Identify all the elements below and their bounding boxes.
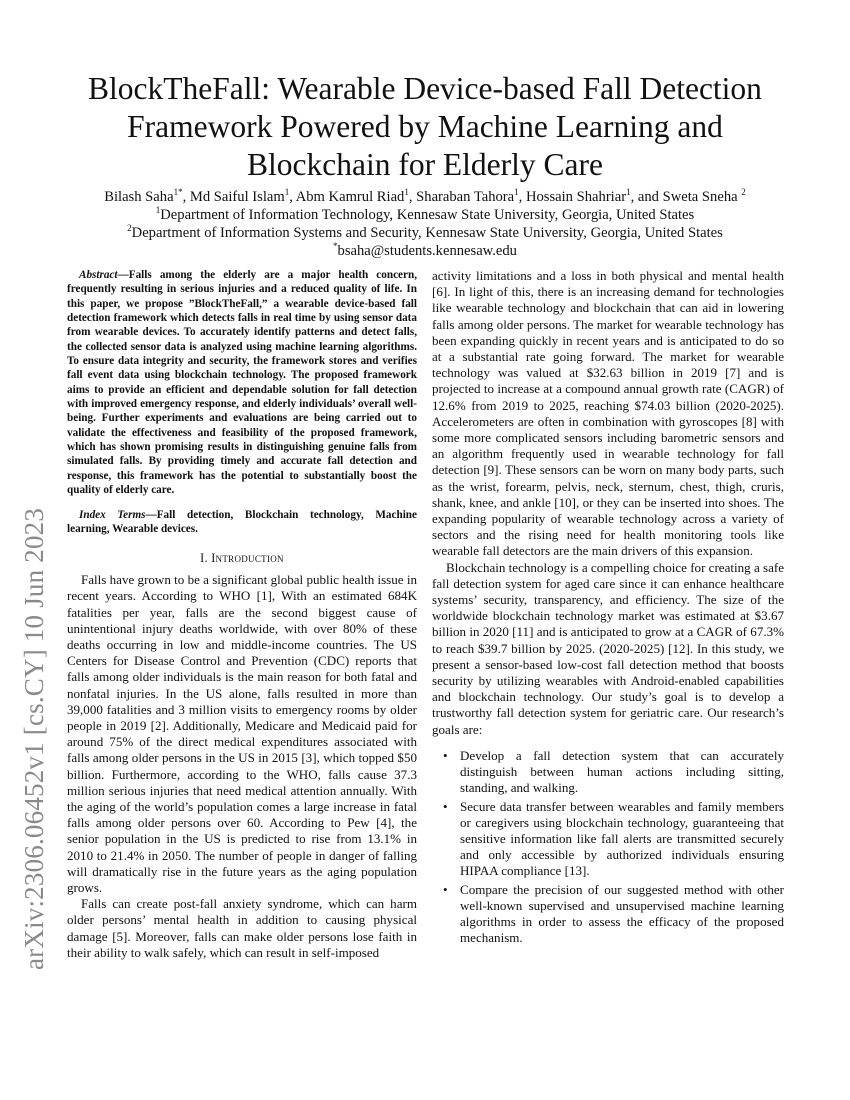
list-item [443, 747, 784, 797]
author-name: Hossain Shahriar [525, 189, 627, 205]
author-affiliation-mark: 2 [741, 187, 746, 198]
email-address: bsaha@students.kennesaw.edu [337, 243, 517, 259]
list-item-text: Secure data transfer between wearables and family members or caregivers using blockchain technology, guaranteeing that sensitive information like fall alerts are transmitted securely and only accessible by authorized individuals ensuring HIPAA compliance [13]. [460, 798, 784, 879]
research-goals-list [432, 748, 784, 946]
contact-email [40, 242, 810, 260]
affiliation-mark: 2 [127, 223, 132, 234]
affiliation-1 [40, 206, 810, 224]
abstract-text: —Falls among the elderly are a major health concern, frequently resulting in serious injuries and a reduced quality of life. In this paper, we propose ”BlockTheFall,” a wearable device-based fall detection framework which detects falls in real time by using sensor data from wearable devices. To accurately identify patterns and detect falls, the collected sensor data is analyzed using machine learning algorithms. To ensure data integrity and security, the framework stores and verifies fall event data using blockchain technology. The proposed framework aims to provide an efficient and dependable solution for fall detection with improved emergency response, and elderly individuals’ overall well-being. Further experiments and evaluations are being carried out to validate the effectiveness and feasibility of the proposed framework, which has shown promising results in distinguishing genuine falls from simulated falls. By providing timely and accurate fall detection and response, this framework has the potential to substantially boost the quality of elderly care. [67, 269, 417, 497]
affiliation-text: Department of Information Systems and Security, Kennesaw State University, Georgia, United States [131, 225, 723, 241]
right-column [432, 268, 784, 948]
author-affiliation-mark: 1 [284, 187, 290, 198]
section-heading-introduction: I. Introduction [200, 551, 284, 566]
separator: , [630, 189, 638, 205]
paragraph: Blockchain technology is a compelling choice for creating a safe fall detection system for aged care since it can enhance healthcare systems’ security, transparency, and efficiency. The size of the worldwide blockchain technology market was estimated at $3.67 billion in 2020 [11] and is anticipated to grow at a CAGR of 67.3% to reach $39.7 billion by 2025. (2020-2025) [12]. In this study, we present a sensor-based low-cost fall detection method that boosts security by utilizing wearables with Android-enabled capabilities and blockchain technology. Our study’s goal is to develop a trustworthy fall detection system for geriatric care. Our research’s goals are: [432, 559, 785, 737]
list-item [443, 798, 784, 880]
paragraph: Falls have grown to be a significant global public health issue in recent years. According to WHO [1], With an estimated 684K fatalities per year, falls are the second biggest cause of unintentional injury deaths worldwide, with over 80% of these deaths occurring in low and middle-income countries. The US Centers for Disease Control and Prevention (CDC) reports that falls among older individuals is the main reason for both fatal and nonfatal injuries. In the US alone, falls resulted in more than 39,000 fatalities and 3 million visits to emergency rooms by older people in 2019 [2]. Additionally, Medicare and Medicaid paid for around 75% of the direct medical expenditures associated with falls among older persons in the US in 2015 [3], which topped $50 billion. Furthermore, according to the WHO, falls cause 37.3 million serious injuries that need medical attention annually. With the aging of the world’s population comes a large increase in fatal falls among older persons over 60. According to Pew [4], the senior population in the US is predicted to rise from 13.1% in 2010 to 21.4% in 2050. The number of people in danger of falling will dramatically rise in the future years as the aging population grows. [67, 572, 417, 896]
paragraph-continued: activity limitations and a loss in both physical and mental health [6]. In light of this, there is an increasing demand for technologies like wearable technology and blockchain that can aid in lowering falls among older persons. The market for wearable technology has been expanding quickly in recent years and is anticipated to do so at a substantial rate going forward. The market for wearable technology was valued at $32.63 billion in 2019 [7] and is projected to increase at a compound annual growth rate (CAGR) of 12.6% from 2019 to 2025, reaching $74.03 billion (2020-2025). Accelerometers are often in combination with gyroscopes [8] with some more complicated sensors including barometric sensors and an algorithm frequently used in wearable technology for fall detection [9]. These sensors can be worn on many body parts, such as the wrist, forearm, pelvis, neck, sternum, chest, thigh, cruris, shank, knee, and ankle [10], or they can be inserted into shoes. The expanding popularity of wearable technology across a variety of sectors and the rising need for health monitoring tools like wearable fall detectors are the main drivers of this expansion. [432, 268, 784, 559]
abstract [67, 268, 417, 498]
conjunction: and [637, 189, 663, 205]
bullet-icon: • [443, 798, 448, 814]
index-terms-label: Index Terms [79, 508, 146, 521]
email-mark: * [333, 241, 338, 252]
bullet-icon: • [443, 747, 448, 763]
author-affiliation-mark: 1 [404, 187, 409, 198]
separator: , [408, 189, 417, 205]
author-block [40, 188, 810, 260]
bullet-icon: • [443, 881, 448, 897]
paper-title: BlockTheFall: Wearable Device-based Fall Detection Framework Powered by Machine Learning and Blockchain for Elderly Care [88, 71, 762, 182]
author-affiliation-mark: 1 [514, 187, 519, 198]
abstract-label: Abstract [79, 269, 118, 281]
affiliation-text: Department of Information Technology, Kennesaw State University, Georgia, United States [160, 207, 695, 223]
author-list [40, 188, 810, 206]
affiliation-2 [40, 224, 810, 242]
list-item-text: Develop a fall detection system that can accurately distinguish between human actions including sitting, standing, and walking. [460, 747, 784, 796]
separator: , [289, 189, 296, 205]
separator: , [518, 189, 526, 205]
index-terms-text: —Fall detection, Blockchain technology, Machine learning, Wearable devices. [67, 508, 417, 535]
list-item [443, 881, 784, 947]
separator: , [182, 189, 190, 205]
author-affiliation-mark: 1* [173, 187, 183, 198]
author-name: Sharaban Tahora [416, 189, 515, 205]
author-name: Sweta Sneha [662, 189, 738, 205]
left-column [67, 268, 417, 961]
author-name: Md Saiful Islam [189, 189, 285, 205]
affiliation-mark: 1 [155, 205, 161, 216]
index-terms [67, 508, 417, 537]
paragraph: Falls can create post-fall anxiety syndrome, which can harm older persons’ mental health in addition to causing physical damage [5]. Moreover, falls can make older persons lose faith in their ability to walk safely, which can result in self-imposed [67, 896, 417, 960]
author-name: Abm Kamrul Riad [295, 189, 405, 205]
list-item-text: Compare the precision of our suggested method with other well-known supervised and unsupervised machine learning algorithms in order to assess the efficacy of the proposed mechanism. [460, 881, 784, 946]
arxiv-identifier-stamp: arXiv:2306.06452v1 [cs.CY] 10 Jun 2023 [19, 507, 49, 970]
author-affiliation-mark: 1 [626, 187, 631, 198]
author-name: Bilash Saha [104, 189, 174, 205]
